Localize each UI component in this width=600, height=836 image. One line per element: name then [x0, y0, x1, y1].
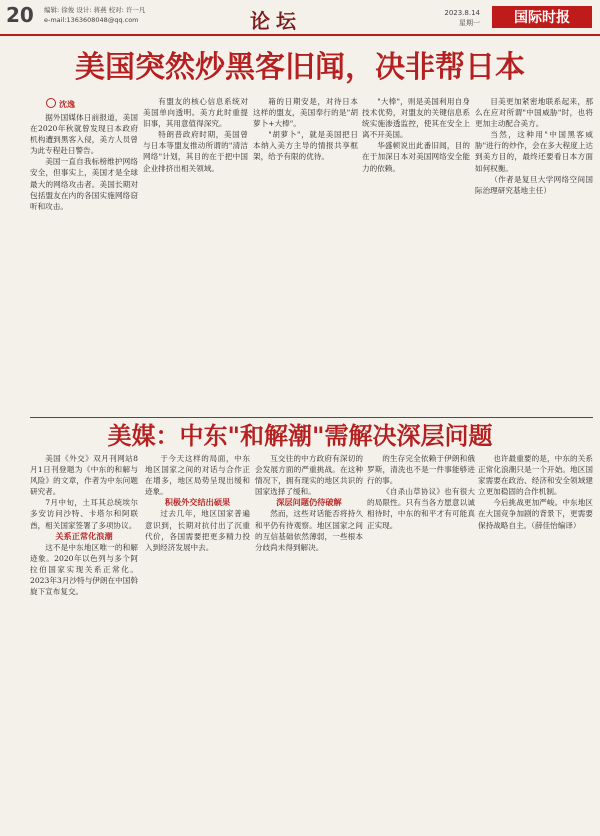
subheading: 关系正常化浪潮 — [55, 530, 113, 541]
article2-column-1 — [30, 453, 138, 833]
paragraph: 有盟友的核心信息系统对美国单向透明。美方此时重提旧事，其用意值得深究。 — [143, 97, 248, 129]
paragraph: "大棒"，则是美国利用自身技术优势，对盟友的关键信息系统实施渗透监控，使其在安全上离不开美国。 — [362, 97, 470, 140]
subheading: 深层问题仍待破解 — [276, 497, 342, 508]
issue-date — [444, 8, 480, 28]
paragraph: 华盛顿说出此番旧闻，目的在于加深日本对美国网络安全能力的依赖。 — [362, 141, 470, 173]
section-title: 论坛 — [250, 9, 302, 33]
editor-info — [44, 5, 145, 25]
paragraph: 今后挑战更加严峻。中东地区在大国竞争加剧的背景下，更需要保持战略自主。（薛佳怡编译） — [478, 498, 593, 530]
article2-column-5 — [478, 453, 593, 833]
paragraph: 7月中旬，土耳其总统埃尔多安访问沙特、卡塔尔和阿联酋，相关国家签署了多项协议。 — [30, 498, 138, 530]
article1-column-3 — [253, 96, 358, 412]
article1-column-1 — [30, 112, 138, 412]
page-number: 20 — [6, 3, 34, 27]
paragraph: 于今天这样的局面，中东地区国家之间的对话与合作正在增多，地区局势呈现出缓和迹象。 — [145, 454, 250, 497]
newspaper-logo: 国际时报 — [492, 6, 592, 28]
author-name: 沈逸 — [59, 100, 75, 109]
paragraph: 目美更加紧密地联系起来，那么在应对所谓"中国威胁"时，也将更加主动配合美方。 — [475, 97, 593, 129]
article2-column-2 — [145, 453, 250, 833]
article1-column-2 — [143, 96, 248, 412]
editor-credits: 编辑: 徐俊 设计: 蒋燕 校对: 许一凡 — [44, 6, 146, 14]
date-value: 2023.8.14 — [444, 9, 480, 17]
article1-headline: 美国突然炒黑客旧闻，决非帮日本 — [75, 50, 525, 85]
paragraph: 《自杀山草协议》也有很大的局限性。只有当各方愿意以诚相待时，中东的和平才有可能真正实现。 — [367, 487, 475, 530]
paragraph: 然而，这些对话能否将持久和平仍有待观察。地区国家之间的互信基础依然薄弱，一些根本分歧尚未得到解决。 — [255, 509, 363, 552]
weekday: 星期一 — [459, 19, 480, 27]
paragraph: 据外国媒体日前报道，美国在2020年秋就曾发现日本政府机构遭到黑客入侵，美方人员曾为此专程赴日警告。 — [30, 113, 138, 156]
paragraph: 这不是中东地区唯一的和解迹象。2020年以色列与多个阿拉伯国家实现关系正常化。2023年3月沙特与伊朗在中国斡旋下宣布复交。 — [30, 542, 138, 597]
paragraph: 美国一直自我标榜维护网络安全，但事实上，美国才是全球最大的网络攻击者。美国长期对包括盟友在内的各国实施网络窃听和攻击。 — [30, 157, 138, 211]
paragraph: 互交往的中方政府有深切的会发展方面的严重挑战。在这种情况下，拥有现实的地区共识的国家选择了缓和。 — [255, 454, 363, 497]
article1-column-5 — [475, 96, 593, 412]
article1-byline — [46, 98, 75, 110]
article2-column-3 — [255, 453, 363, 833]
paragraph: 的生存完全依赖于伊朗和俄罗斯，清洗也不是一件事能够进行的事。 — [367, 454, 475, 486]
paragraph: 当然，这种用"中国黑客威胁"进行的炒作，会在多大程度上达到美方目的，最终还要看日本方面如何权衡。 — [475, 130, 593, 173]
author-note: （作者是复旦大学网络空间国际治理研究基地主任） — [475, 174, 593, 195]
editor-email: e-mail:1363608048@qq.com — [44, 16, 139, 24]
paragraph: "胡萝卜"，就是美国把日本纳入美方主导的情报共享框架，给予有限的优待。 — [253, 130, 358, 162]
paragraph: 过去几年，地区国家普遍意识到，长期对抗付出了沉重代价，各国需要把更多精力投入到经济发展中去。 — [145, 509, 250, 552]
byline-circle-icon — [46, 98, 56, 108]
page-header — [0, 0, 600, 36]
article1-column-4 — [362, 96, 470, 412]
article2-column-4 — [367, 453, 475, 833]
paragraph: 特朗普政府时期，美国曾与日本等盟友推动所谓的"清洁网络"计划，其目的在于把中国企业排挤出相关领域。 — [143, 130, 248, 173]
paragraph: 也许最重要的是，中东的关系正常化浪潮只是一个开始。地区国家需要在政治、经济和安全领域建立更加稳固的合作机制。 — [478, 454, 593, 497]
paragraph: 美国《外交》双月刊网站8月1日刊登题为《中东的和解与风险》的文章，作者为中东问题研究者。 — [30, 454, 138, 497]
subheading: 积极外交结出硕果 — [164, 497, 231, 508]
article2-headline: 美媒：中东"和解潮"需解决深层问题 — [107, 422, 493, 450]
paragraph: 箱的日期安是，对待日本这样的盟友，美国奉行的是"胡萝卜+大棒"。 — [253, 97, 358, 129]
